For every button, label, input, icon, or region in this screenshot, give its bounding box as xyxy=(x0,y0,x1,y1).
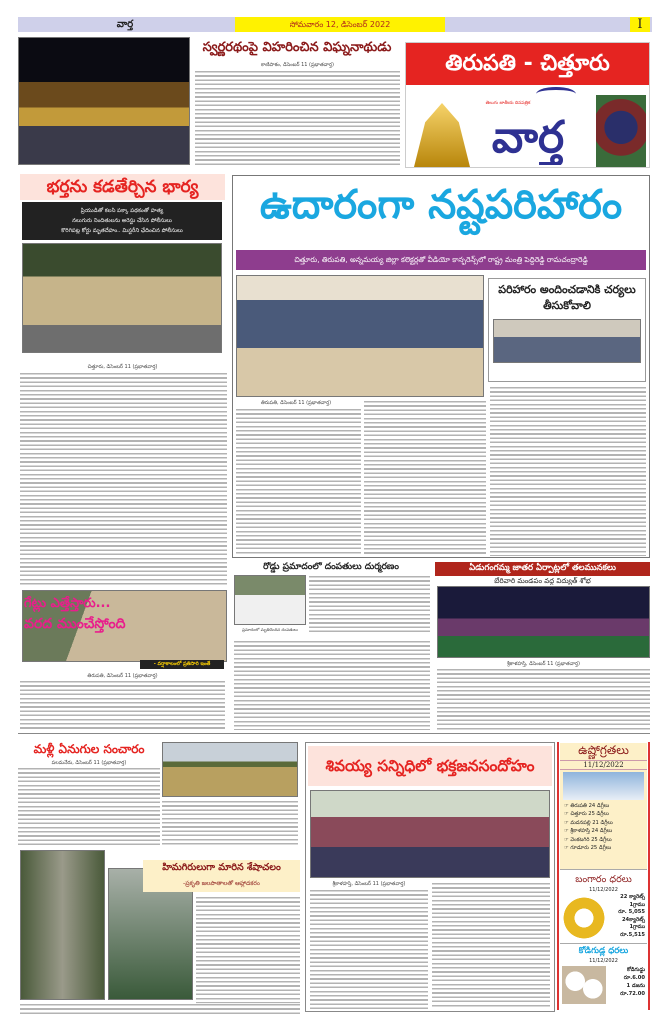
egg-box xyxy=(560,946,647,1008)
header-date: సోమవారం 12, డిసెంబర్ 2022 xyxy=(235,17,445,32)
jatara-subhead: బేరివారి మండపం వద్ద విద్యుత్ శోభ xyxy=(494,577,591,585)
header-paper-name: వార్త xyxy=(116,19,134,30)
devotees-photo xyxy=(310,790,550,878)
masthead xyxy=(405,42,650,168)
wife-sub-1: ప్రియుడితో కలసి పక్కా పథకంతో హత్య xyxy=(80,208,164,214)
sky-image xyxy=(563,772,644,800)
elephants-headline: మళ్లీ ఏనుగుల సంచారం xyxy=(33,742,145,756)
gates-body xyxy=(20,680,225,730)
accident-headline: రోడ్డు ప్రమాదంలో దంపతులు దుర్మరణం xyxy=(263,562,399,572)
compensation-dateline: తిరుపతి, డిసెంబర్ 11 (ప్రభాతవార్త) xyxy=(260,400,332,406)
dove-icon xyxy=(536,87,576,101)
weather-item: ☞ వెంకటగిరి 25 డిగ్రీలు xyxy=(564,836,612,843)
seshachalam-body xyxy=(196,896,300,1006)
shiva-dateline: శ్రీకాళహస్తి, డిసెంబర్ 11 (ప్రభాతవార్త) xyxy=(332,881,406,887)
wife-police-photo xyxy=(22,243,222,353)
elephants-body xyxy=(18,767,160,847)
wife-sub-2: నలుగురు నిందితులను అరెస్టు చేసిన పోలీసులు xyxy=(72,218,172,224)
accident-body xyxy=(234,640,430,730)
jatara-body xyxy=(437,668,650,730)
wife-sub-3: కొరిగిపట్ల కోర్టు మృతదేహం.. మిస్టరీని ఛేదించిన పోలీసులు xyxy=(61,228,183,234)
gold-jewellery-image xyxy=(562,896,606,940)
compensation-side-headline: పరిహారం అందించడానికి చర్యలు తీసుకోవాలి xyxy=(498,283,636,312)
elephants-dateline: పలమనేరు, డిసెంబర్ 11 (ప్రభాతవార్త) xyxy=(51,760,127,766)
video-conference-photo xyxy=(236,275,484,397)
deity-image xyxy=(596,95,646,167)
jatara-headline: ఏడుగంగమ్మ జాతర ఏర్పాట్లలో తలమునకలు xyxy=(435,562,650,576)
compensation-headline: ఉదారంగా నష్టపరిహారం xyxy=(259,182,623,228)
weather-item: ☞ శ్రీకాళహస్తి 24 డిగ్రీలు xyxy=(564,828,613,835)
accident-body-side xyxy=(309,575,430,635)
jatara-lights-photo xyxy=(437,586,650,658)
weather-item: ☞ మదనపల్లి 21 డిగ్రీలు xyxy=(564,819,613,826)
gold-box xyxy=(560,872,647,944)
temple-image xyxy=(414,103,470,167)
seshachalam-subhead: -ప్రకృతి జలపాతాలతో ఆహ్లాదకరం xyxy=(183,880,260,887)
shiva-body-right xyxy=(432,882,550,1009)
compensation-body-right xyxy=(490,386,646,556)
gold-title: బంగారం ధరలు xyxy=(575,874,632,885)
egg-title: కోడిగుడ్ల ధరలు xyxy=(578,946,629,956)
compensation-subhead: చిత్తూరు, తిరుపతి, అన్నమయ్య జిల్లా కలెక్టర్లతో వీడియో కాన్ఫరెన్స్‌లో రాష్ట్ర మంత్రి పెద్దిరెడ్డి రామచంద్రారెడ్డి xyxy=(236,250,646,270)
eggs-image xyxy=(562,966,606,1004)
seshachalam-headline: హిమగిరులుగా మారిన శేషాచలం xyxy=(162,862,281,873)
gates-dateline: తిరుపతి, డిసెంబర్ 11 (ప్రభాతవార్త) xyxy=(87,673,158,679)
wife-body xyxy=(20,372,227,587)
gates-headline-2: వరద ముంచేస్తోంది xyxy=(24,616,126,632)
weather-item: ☞ గూడూరు 25 డిగ్రీలు xyxy=(564,845,612,852)
gates-headline-1: గేట్లు ఎత్తేస్తారు... xyxy=(24,596,111,611)
shiva-body-left xyxy=(310,889,428,1009)
shiva-headline: శివయ్య సన్నిధిలో భక్తజనసందోహం xyxy=(308,746,552,786)
accident-caption: ప్రమాదంలో మృతిచెందిన దంపతులు xyxy=(242,627,298,632)
compensation-body-left xyxy=(236,408,361,556)
golden-chariot-headline: స్వర్ణరథంపై విహరించిన విఘ్ననాథుడు xyxy=(202,40,392,55)
page-number: I xyxy=(630,17,650,32)
weather-box xyxy=(560,743,647,870)
seshachalam-body-bottom xyxy=(20,1003,300,1015)
weather-list xyxy=(560,802,647,852)
gates-byline: - వర్షాకాలంలో ప్రతిసారి ఇంతే xyxy=(140,660,224,669)
compensation-body-mid xyxy=(364,400,486,556)
golden-chariot-photo xyxy=(18,37,190,165)
row-divider xyxy=(18,733,650,734)
egg-date: 11/12/2022 xyxy=(589,958,618,964)
weather-date: 11/12/2022 xyxy=(560,760,647,770)
gold-date: 11/12/2022 xyxy=(589,887,618,893)
elephants-body-2 xyxy=(162,800,298,847)
egg-prices: కోడిగుడ్డు రూ.6.00 1 డజను రూ.72.00 xyxy=(620,967,645,997)
weather-title: ఉష్ణోగ్రతలు xyxy=(578,743,629,757)
wife-subheads xyxy=(22,202,222,240)
weather-item: ☞ తిరుపతి 24 డిగ్రీలు xyxy=(564,803,610,809)
masthead-region: తిరుపతి - చిత్తూరు xyxy=(406,43,649,85)
elephant-field-photo xyxy=(162,742,298,797)
waterfall-steps-photo xyxy=(20,850,105,1000)
golden-chariot-body xyxy=(195,70,400,165)
golden-chariot-dateline: కాణిపాకం, డిసెంబర్ 11 (ప్రభాతవార్త) xyxy=(261,62,334,68)
jatara-dateline: శ్రీకాళహస్తి, డిసెంబర్ 11 (ప్రభాతవార్త) xyxy=(507,661,580,667)
masthead-logo: వార్త xyxy=(491,112,565,163)
wife-headline: భర్తను కడతేర్చిన భార్య xyxy=(20,174,225,200)
accident-photo xyxy=(234,575,306,625)
weather-item: ☞ చిత్తూరు 25 డిగ్రీలు xyxy=(564,811,609,818)
wife-dateline: చిత్తూరు, డిసెంబర్ 11 (ప్రభాతవార్త) xyxy=(87,364,158,370)
collector-photo xyxy=(493,319,641,363)
gold-prices: 22 క్యారెట్స్ 1గ్రాము రూ. 5,055 24క్యారెట్స్ 1గ్రాము రూ.5,515 xyxy=(618,894,645,938)
compensation-side-box xyxy=(488,278,646,382)
masthead-tagline: తెలుగు జాతీయ దినపత్రిక xyxy=(485,101,531,106)
